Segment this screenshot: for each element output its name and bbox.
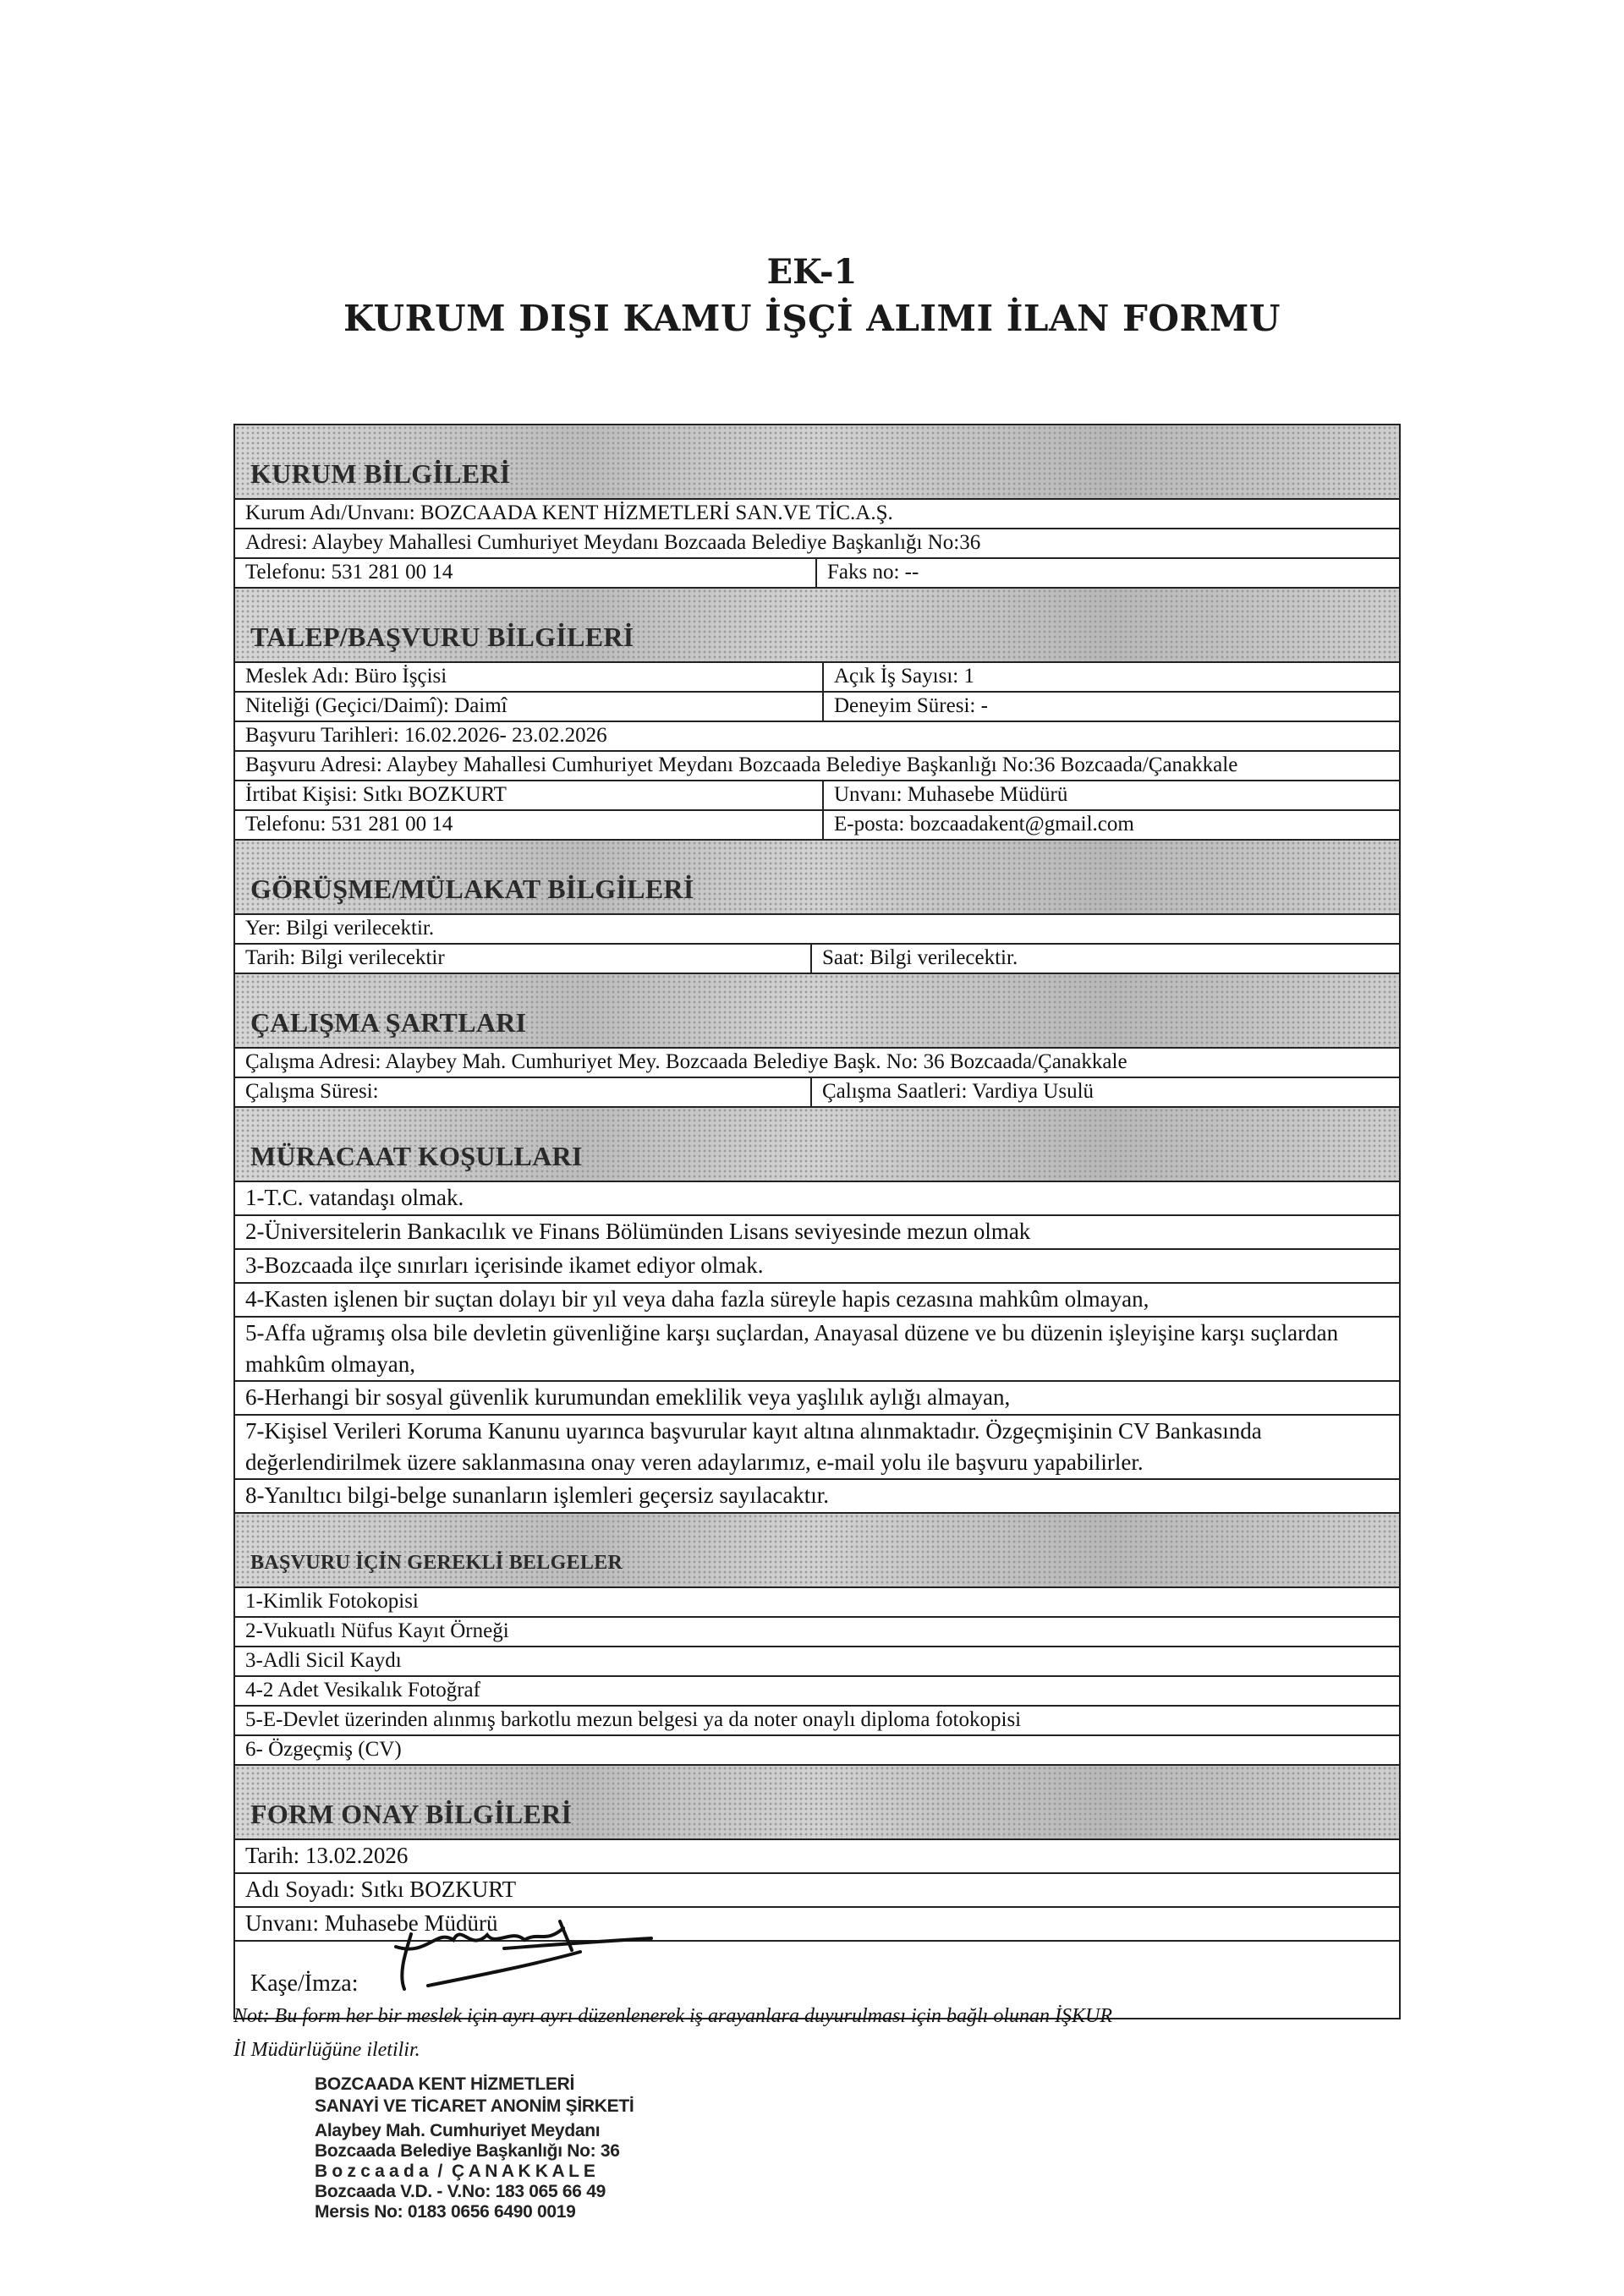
kurum-adi: Kurum Adı/Unvanı: BOZCAADA KENT HİZMETLERİ SAN.VE TİC.A.Ş. — [245, 501, 893, 524]
document-text: 1-Kimlik Fotokopisi — [245, 1590, 419, 1613]
section-title: BAŞVURU İÇİN GEREKLİ BELGELER — [250, 1552, 623, 1574]
onay-adi-soyadi: Adı Soyadı: Sıtkı BOZKURT — [245, 1877, 517, 1902]
section-header-belgeler — [235, 1514, 1399, 1588]
stamp-line: Bozcaada Belediye Başkanlığı No: 36 — [315, 2141, 620, 2161]
section-header-muracaat — [235, 1108, 1399, 1182]
document-item — [235, 1736, 1399, 1766]
form-title: KURUM DIŞI KAMU İŞÇİ ALIMI İLAN FORMU — [343, 298, 1281, 339]
calisma-saatleri: Çalışma Saatleri: Vardiya Usulü — [822, 1080, 1095, 1103]
row-talep-telefon — [235, 811, 1399, 841]
acik-is: Açık İş Sayısı: 1 — [834, 665, 974, 688]
row-calisma-suresi — [235, 1078, 1399, 1108]
gorusme-saat: Saat: Bilgi verilecektir. — [822, 946, 1018, 969]
section-header-onay — [235, 1766, 1399, 1840]
row-onay-tarih — [235, 1840, 1399, 1874]
section-header-calisma — [235, 974, 1399, 1049]
section-header-gorusme — [235, 841, 1399, 915]
talep-telefon: Telefonu: 531 281 00 14 — [235, 811, 824, 839]
row-kurum-adres — [235, 529, 1399, 559]
document-text: 4-2 Adet Vesikalık Fotoğraf — [245, 1679, 480, 1701]
section-header-talep — [235, 589, 1399, 663]
meslek: Meslek Adı: Büro İşçisi — [235, 663, 824, 691]
kase-imza-label: Kaşe/İmza: — [250, 1970, 359, 1997]
onay-unvan: Unvanı: Muhasebe Müdürü — [245, 1910, 498, 1936]
calisma-adresi: Çalışma Adresi: Alaybey Mah. Cumhuriyet Mey. Bozcaada Belediye Başk. No: 36 Bozcaada/Çanakkale — [245, 1050, 1127, 1073]
kurum-faks: Faks no: -- — [827, 561, 919, 584]
calisma-suresi: Çalışma Süresi: — [235, 1078, 812, 1106]
row-kurum-adi — [235, 500, 1399, 529]
onay-tarih: Tarih: 13.02.2026 — [245, 1843, 409, 1868]
stamp-line: B o z c a a d a / Ç A N A K K A L E — [315, 2162, 595, 2181]
document-text: 2-Vukuatlı Nüfus Kayıt Örneği — [245, 1619, 509, 1642]
kurum-telefon: Telefonu: 531 281 00 14 — [235, 559, 817, 587]
document-text: 3-Adli Sicil Kaydı — [245, 1649, 402, 1672]
row-basvuru-adresi — [235, 752, 1399, 781]
stamp-line: Bozcaada V.D. - V.No: 183 065 66 49 — [315, 2182, 606, 2201]
row-calisma-adresi — [235, 1049, 1399, 1078]
section-title: KURUM BİLGİLERİ — [250, 458, 511, 489]
section-title: ÇALIŞMA ŞARTLARI — [250, 1007, 527, 1038]
irtibat-unvan: Unvanı: Muhasebe Müdürü — [834, 783, 1068, 806]
condition-text: 6-Herhangi bir sosyal güvenlik kurumundan emeklilik veya yaşlılık aylığı almayan, — [245, 1384, 1011, 1410]
stamp-company-type: SANAYİ VE TİCARET ANONİM ŞİRKETİ — [315, 2096, 634, 2116]
row-niteligi — [235, 693, 1399, 722]
section-header-kurum — [235, 425, 1399, 500]
condition-item — [235, 1480, 1399, 1514]
row-kurum-telefon — [235, 559, 1399, 589]
condition-text: 1-T.C. vatandaşı olmak. — [245, 1185, 464, 1210]
section-title: FORM ONAY BİLGİLERİ — [250, 1799, 573, 1829]
document-item — [235, 1707, 1399, 1736]
row-irtibat — [235, 781, 1399, 811]
condition-text: 4-Kasten işlenen bir suçtan dolayı bir yıl veya daha fazla süreyle hapis cezasına mahkûm olmayan, — [245, 1286, 1149, 1312]
document-item — [235, 1677, 1399, 1707]
condition-item — [235, 1250, 1399, 1284]
condition-text: 5-Affa uğramış olsa bile devletin güvenliğine karşı suçlardan, Anayasal düzene ve bu düzenin işleyişine karşı suçlardan mahkûm olmayan, — [245, 1320, 1339, 1377]
condition-item — [235, 1182, 1399, 1216]
row-tarihler — [235, 722, 1399, 752]
gorusme-tarih: Tarih: Bilgi verilecektir — [235, 945, 812, 973]
document-item — [235, 1588, 1399, 1618]
job-posting-form — [233, 424, 1401, 2019]
basvuru-tarihleri: Başvuru Tarihleri: 16.02.2026- 23.02.2026 — [245, 724, 607, 747]
company-stamp — [315, 2074, 634, 2222]
condition-text: 3-Bozcaada ilçe sınırları içerisinde ikamet ediyor olmak. — [245, 1252, 764, 1278]
section-title: MÜRACAAT KOŞULLARI — [250, 1141, 583, 1171]
document-item — [235, 1647, 1399, 1677]
deneyim: Deneyim Süresi: - — [834, 694, 988, 717]
signature-icon — [381, 1913, 668, 1993]
gorusme-yer: Yer: Bilgi verilecektir. — [245, 917, 435, 940]
condition-item — [235, 1216, 1399, 1250]
footnote — [233, 1999, 1401, 2067]
stamp-company-name: BOZCAADA KENT HİZMETLERİ — [315, 2074, 575, 2094]
niteligi: Niteliği (Geçici/Daimî): Daimî — [235, 693, 824, 721]
section-title: TALEP/BAŞVURU BİLGİLERİ — [250, 622, 634, 652]
eposta: E-posta: bozcaadakent@gmail.com — [834, 813, 1134, 836]
basvuru-adresi: Başvuru Adresi: Alaybey Mahallesi Cumhuriyet Meydanı Bozcaada Belediye Başkanlığı No:36 Bozcaada/Çanakkale — [245, 753, 1238, 776]
footnote-line: İl Müdürlüğüne iletilir. — [233, 2039, 420, 2061]
row-gorusme-tarih — [235, 945, 1399, 974]
condition-item — [235, 1382, 1399, 1416]
condition-text: 2-Üniversitelerin Bankacılık ve Finans Bölümünden Lisans seviyesinde mezun olmak — [245, 1219, 1031, 1244]
irtibat-kisisi: İrtibat Kişisi: Sıtkı BOZKURT — [235, 781, 824, 809]
stamp-line: Mersis No: 0183 0656 6490 0019 — [315, 2202, 576, 2222]
condition-item — [235, 1284, 1399, 1318]
row-onay-adi — [235, 1874, 1399, 1908]
condition-item — [235, 1416, 1399, 1480]
document-text: 6- Özgeçmiş (CV) — [245, 1738, 402, 1761]
section-title: GÖRÜŞME/MÜLAKAT BİLGİLERİ — [250, 874, 694, 904]
kurum-adres: Adresi: Alaybey Mahallesi Cumhuriyet Meydanı Bozcaada Belediye Başkanlığı No:36 — [245, 531, 981, 554]
document-item — [235, 1618, 1399, 1647]
annex-label: EK-1 — [766, 252, 858, 292]
condition-text: 8-Yanıltıcı bilgi-belge sunanların işlemleri geçersiz sayılacaktır. — [245, 1482, 830, 1508]
stamp-line: Alaybey Mah. Cumhuriyet Meydanı — [315, 2121, 601, 2140]
row-meslek — [235, 663, 1399, 693]
condition-item — [235, 1318, 1399, 1382]
footnote-line: Not: Bu form her bir meslek için ayrı ayrı düzenlenerek iş arayanlara duyurulması için bağlı olunan İŞKUR — [233, 2005, 1112, 2027]
document-text: 5-E-Devlet üzerinden alınmış barkotlu mezun belgesi ya da noter onaylı diploma fotokopisi — [245, 1708, 1022, 1731]
condition-text: 7-Kişisel Verileri Koruma Kanunu uyarınca başvurular kayıt altına alınmaktadır. Özgeçmişinin CV Bankasında değerlendirilmek üzere saklanmasına onay veren adaylarımız, e-mail yolu ile başvuru yapabilirler. — [245, 1418, 1262, 1475]
row-yer — [235, 915, 1399, 945]
